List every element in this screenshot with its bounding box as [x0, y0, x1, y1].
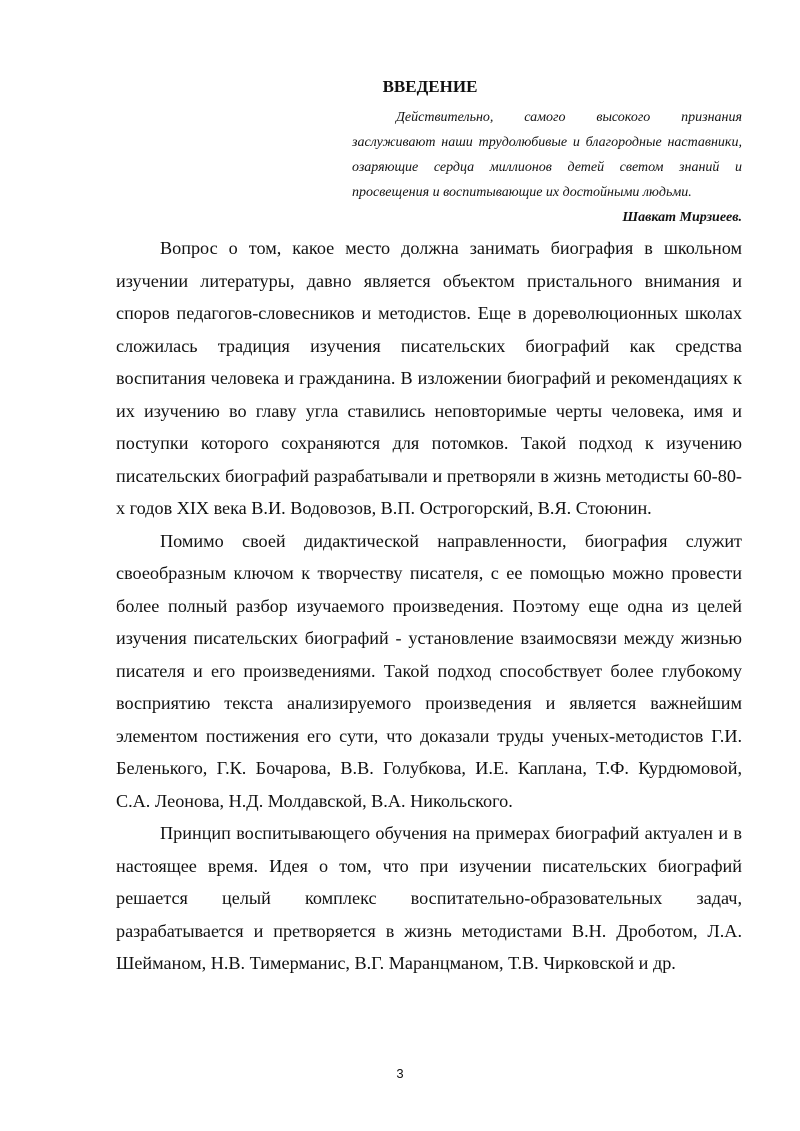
epigraph-author: Шавкат Мирзиеев. — [622, 210, 742, 225]
paragraph-3: Принцип воспитывающего обучения на примерах биографий актуален и в настоящее время. Идея о том, что при изучении писательских биографий решается целый комплекс воспитательно-образовательных задач, разрабатывается и претворяется в жизнь методистами В.Н. Дроботом, Л.А. Шейманом, Н.В. Тимерманис, В.Г. Маранцманом, Т.В. Чирковской и др. — [116, 823, 742, 973]
epigraph-text: Действительно, самого высокого признания заслуживают наши трудолюбивые и благородные наставники, озаряющие сердца миллионов детей светом знаний и просвещения и воспитывающие их достойными людьми. — [352, 110, 742, 200]
paragraph-2: Помимо своей дидактической направленности, биография служит своеобразным ключом к творчеству писателя, с ее помощью можно провести более полный разбор изучаемого произведения. Поэтому еще одна из целей изучения писательских биографий - установление взаимосвязи между жизнью писателя и его произведениями. Такой подход способствует более глубокому восприятию текста анализируемого произведения и является важнейшим элементом постижения его сути, что доказали труды ученых-методистов Г.И. Беленького, Г.К. Бочарова, В.В. Голубкова, И.Е. Каплана, Т.Ф. Курдюмовой, С.А. Леонова, Н.Д. Молдавской, В.А. Никольского. — [116, 530, 742, 811]
document-page — [116, 74, 742, 980]
paragraph-1: Вопрос о том, какое место должна занимать биография в школьном изучении литературы, давно является объектом пристального внимания и споров педагогов-словесников и методистов. Еще в дореволюционных школах сложилась традиция изучения писательских биографий как средства воспитания человека и гражданина. В изложении биографий и рекомендациях к их изучению во главу угла ставились неповторимые черты человека, имя и поступки которого сохраняются для потомков. Такой подход к изучению писательских биографий разрабатывали и претворяли в жизнь методисты 60-80-х годов XIX века В.И. Водовозов, В.П. Острогорский, В.Я. Стоюнин. — [116, 238, 742, 518]
section-title: ВВЕДЕНИЕ — [382, 77, 478, 96]
page-number: 3 — [396, 1066, 404, 1081]
